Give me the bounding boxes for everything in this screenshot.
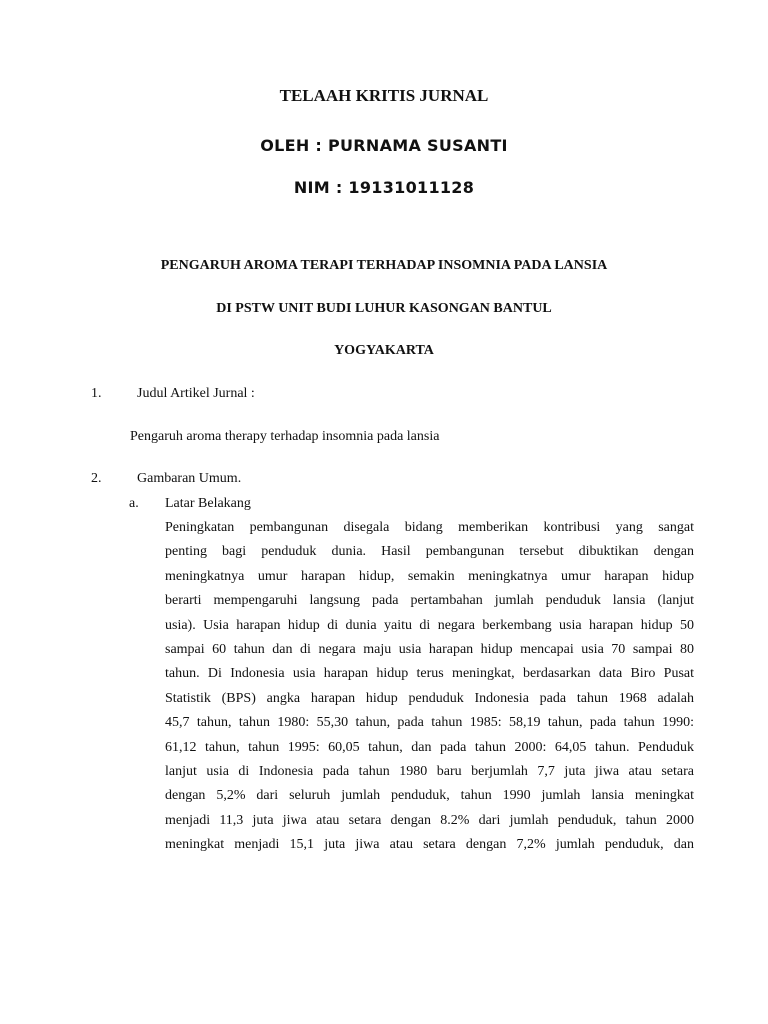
section-2-number: 2. <box>91 471 102 486</box>
subtitle-line-2: DI PSTW UNIT BUDI LUHUR KASONGAN BANTUL <box>216 301 552 316</box>
paragraph-line: meningkat menjadi 15,1 juta jiwa atau setara dengan 7,2% jumlah penduduk, dan <box>165 837 694 853</box>
paragraph-line: tahun. Di Indonesia usia harapan hidup terus meningkat, berdasarkan data Biro Pusat <box>165 666 694 682</box>
document-title: TELAAH KRITIS JURNAL <box>279 86 489 105</box>
paragraph-line: berarti mempengaruhi langsung pada pertambahan jumlah penduduk lansia (lanjut <box>165 593 694 609</box>
subtitle-line-1: PENGARUH AROMA TERAPI TERHADAP INSOMNIA PADA LANSIA <box>160 258 608 273</box>
background-paragraph <box>165 516 694 857</box>
section-1-number: 1. <box>91 386 102 401</box>
subsection-a-letter: a. <box>129 496 139 511</box>
paragraph-line: dengan 5,2% dari seluruh jumlah penduduk, tahun 1990 jumlah lansia meningkat <box>165 788 694 804</box>
section-2-heading: Gambaran Umum. <box>137 471 242 486</box>
paragraph-line: Peningkatan pembangunan disegala bidang memberikan kontribusi yang sangat <box>165 520 694 535</box>
paragraph-line: penting bagi penduduk dunia. Hasil pembangunan tersebut dibuktikan dengan <box>165 544 694 560</box>
paragraph-line: sampai 60 tahun dan di negara maju usia harapan hidup mencapai usia 70 sampai 80 <box>165 641 694 657</box>
paragraph-line: menjadi 11,3 juta jiwa atau setara dengan 8.2% dari jumlah penduduk, tahun 2000 <box>165 812 694 828</box>
section-1-content: Pengaruh aroma therapy terhadap insomnia pada lansia <box>130 429 440 444</box>
section-1-heading: Judul Artikel Jurnal : <box>137 386 255 401</box>
paragraph-line: usia). Usia harapan hidup di dunia yaitu di negara berkembang usia harapan hidup 50 <box>165 617 694 633</box>
paragraph-line: 61,12 tahun, tahun 1995: 60,05 tahun, dan pada tahun 2000: 64,05 tahun. Penduduk <box>165 739 694 755</box>
paragraph-line: Statistik (BPS) angka harapan hidup penduduk Indonesia pada tahun 1968 adalah <box>165 690 694 706</box>
subtitle-line-3: YOGYAKARTA <box>334 343 434 358</box>
paragraph-line: meningkatnya umur harapan hidup, semakin meningkatnya umur harapan hidup <box>165 568 694 584</box>
paragraph-line: lanjut usia di Indonesia pada tahun 1980 baru berjumlah 7,7 juta jiwa atau setara <box>165 763 694 779</box>
subsection-a-heading: Latar Belakang <box>165 496 251 511</box>
author-line: OLEH : PURNAMA SUSANTI <box>260 136 508 155</box>
paragraph-line: 45,7 tahun, tahun 1980: 55,30 tahun, pada tahun 1985: 58,19 tahun, pada tahun 1990: <box>165 715 694 731</box>
nim-line: NIM : 19131011128 <box>293 178 475 197</box>
